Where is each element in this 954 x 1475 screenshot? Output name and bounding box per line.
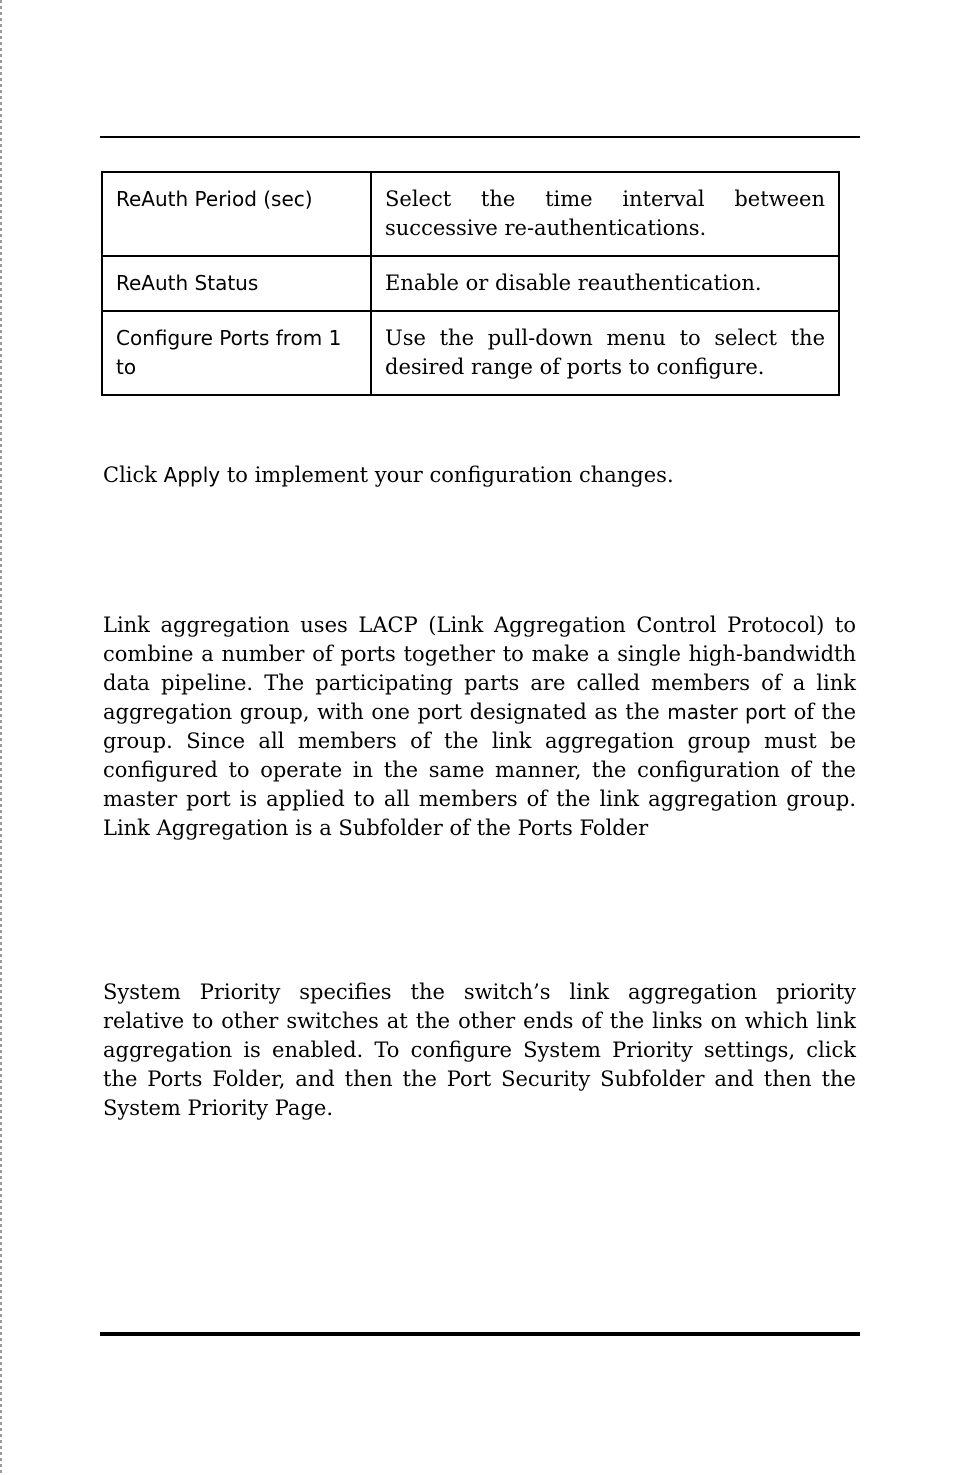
parameter-description: Use the pull-down menu to select the desired range of ports to configure. bbox=[371, 311, 839, 395]
apply-text-after: to implement your configuration changes. bbox=[220, 463, 674, 487]
parameter-name: Configure Ports from 1 to bbox=[102, 311, 371, 395]
table-row bbox=[102, 256, 839, 311]
master-port-keyword: master port bbox=[667, 700, 787, 724]
parameter-name: ReAuth Period (sec) bbox=[102, 172, 371, 256]
link-aggregation-text-2: of the group. Since all members of the link aggregation group must be configured to operate in the same manner, the configuration of the master port is applied to all members of the link aggregation group. Link Aggregation is a Subfolder of the Ports Folder bbox=[103, 700, 856, 840]
parameter-description: Enable or disable reauthentication. bbox=[371, 256, 839, 311]
system-priority-paragraph: System Priority specifies the switch’s link aggregation priority relative to other switches at the other ends of the links on which link aggregation is enabled. To configure System Priority settings, click the Ports Folder, and then the Port Security Subfolder and then the System Priority Page. bbox=[103, 980, 856, 1120]
apply-keyword: Apply bbox=[163, 463, 221, 487]
apply-instruction bbox=[103, 461, 856, 490]
parameter-description: Select the time interval between successive re-authentications. bbox=[371, 172, 839, 256]
table-row bbox=[102, 172, 839, 256]
link-aggregation-paragraph bbox=[103, 611, 856, 843]
scan-edge-dots bbox=[0, 0, 2, 1475]
parameter-name: ReAuth Status bbox=[102, 256, 371, 311]
apply-text-before: Click bbox=[103, 463, 164, 487]
footer-rule bbox=[100, 1332, 860, 1336]
header-rule bbox=[100, 136, 860, 138]
parameter-table bbox=[101, 171, 840, 396]
table-row bbox=[102, 311, 839, 395]
link-aggregation-text-1: Link aggregation uses LACP (Link Aggregation Control Protocol) to combine a number of ports together to make a single high-bandwidth data pipeline. The participating parts are called members of a link aggregation group, with one port designated as the bbox=[103, 613, 856, 724]
